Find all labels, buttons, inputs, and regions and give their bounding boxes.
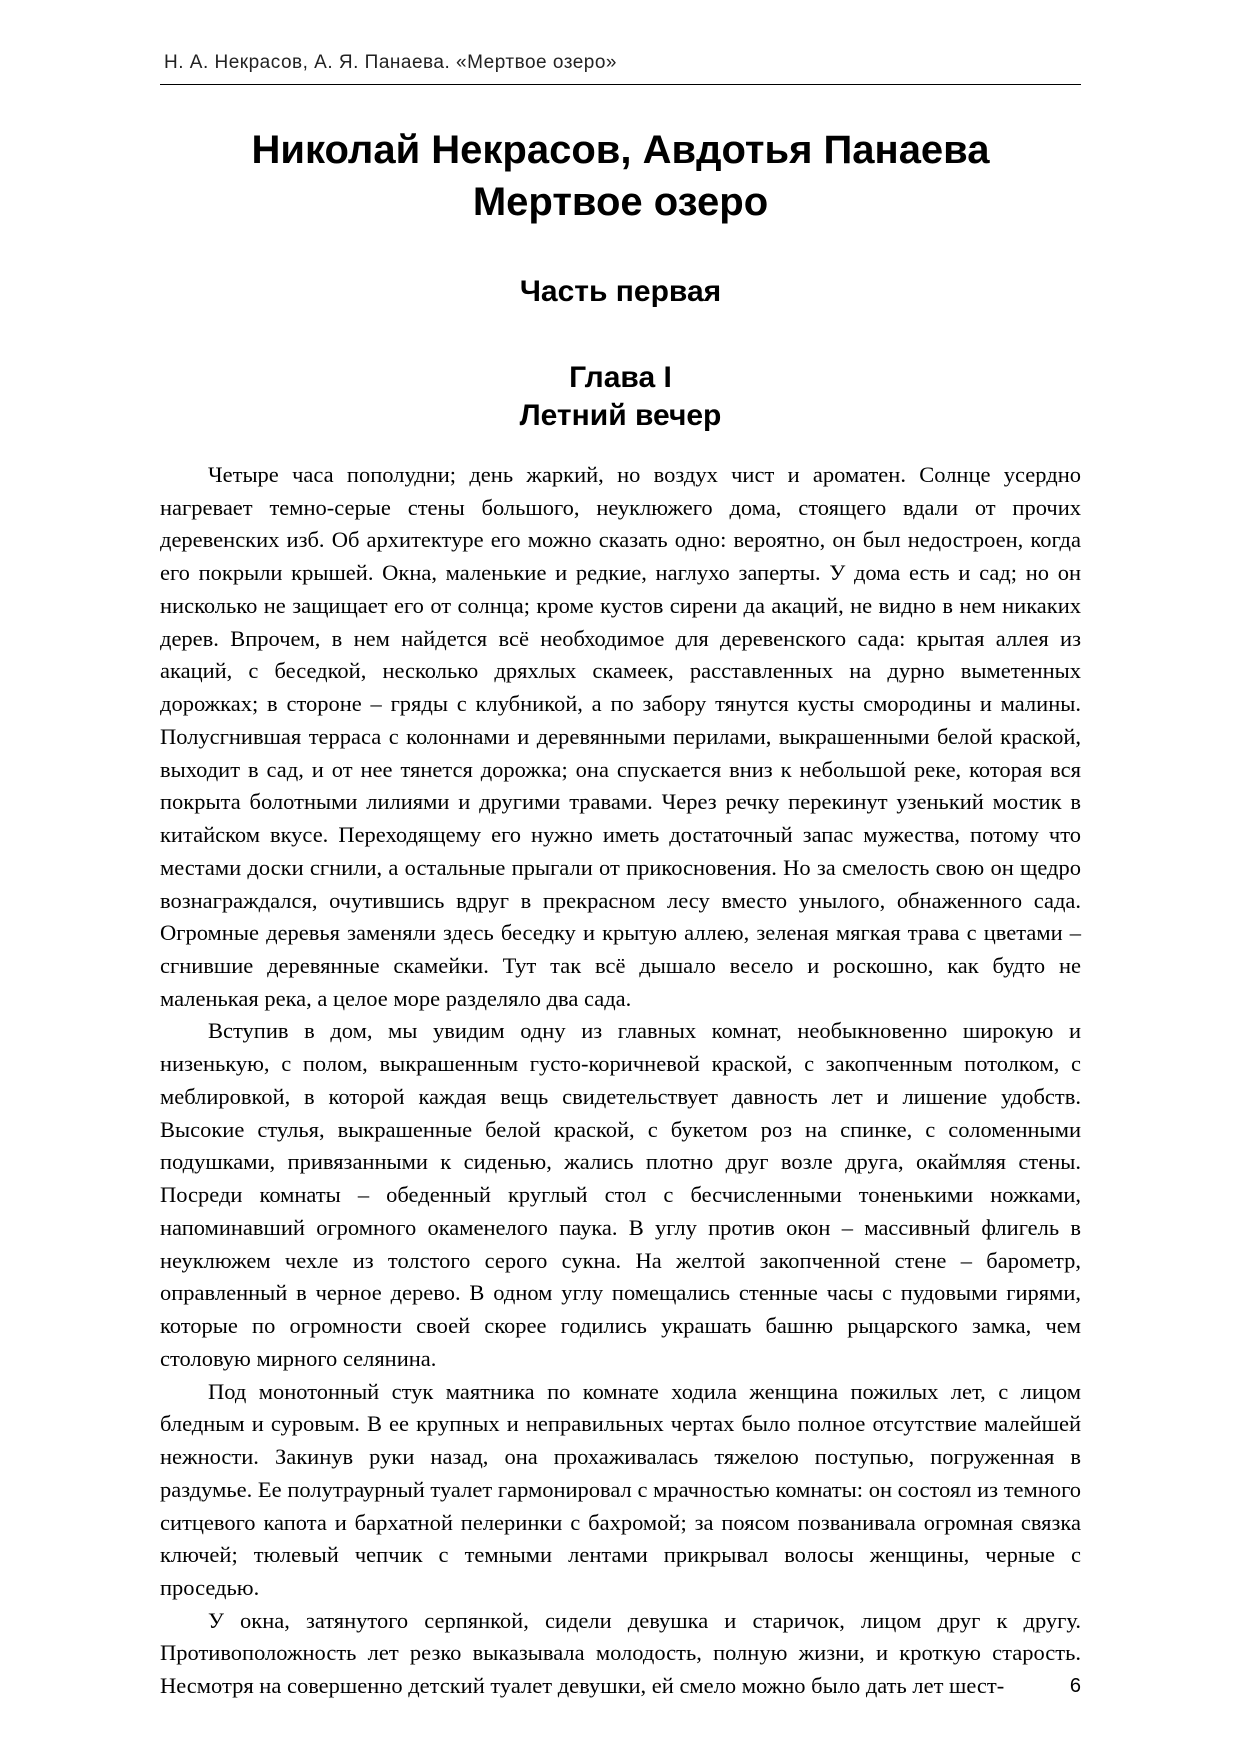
paragraph: У окна, затянутого серпянкой, сидели девушка и старичок, лицом друг к другу. Противоположность лет резко выказывала молодость, полную жизни, и кроткую старость. Несмотря на совершенно детский туалет девушки, ей смело можно было дать лет шест- (160, 1607, 1081, 1699)
paragraph: Четыре часа пополудни; день жаркий, но воздух чист и ароматен. Солнце усердно нагревает темно-серые стены большого, неуклюжего дома, стоящего вдали от прочих деревенских изб. Об архитектуре его можно сказать одно: вероятно, он был недостроен, когда его покрыли крышей. Окна, маленькие и редкие, наглухо заперты. У дома есть и сад; но он нисколько не защищает его от солнца; кроме кустов сирени да акаций, не видно в нем никаких дерев. Впрочем, в нем найдется всё необходимое для деревенского сада: крытая аллея из акаций, с беседкой, несколько дряхлых скамеек, расставленных на дурно выметенных дорожках; в стороне – гряды с клубникой, а по забору тянутся кусты смородины и малины. Полусгнившая терраса с колоннами и деревянными перилами, выкрашенными белой краской, выходит в сад, и от нее тянется дорожка; она спускается вниз к небольшой реке, которая вся покрыта болотными лилиями и другими травами. Через речку перекинут узенький мостик в китайском вкусе. Переходящему его нужно иметь достаточный запас мужества, потому что местами доски сгнили, а остальные прыгали от прикосновения. Но за смелость свою он щедро вознаграждался, очутившись вдруг в прекрасном лесу вместо унылого, обнаженного сада. Огромные деревья заменяли здесь беседку и крытую аллею, зеленая мягкая трава с цветами – сгнившие деревянные скамейки. Тут так всё дышало весело и роскошно, как будто не маленькая река, а целое море разделяло два сада. (160, 462, 1081, 1011)
body-text (160, 459, 1081, 1703)
paragraph: Вступив в дом, мы увидим одну из главных комнат, необыкновенно широкую и низенькую, с полом, выкрашенным густо-коричневой краской, с закопченным потолком, с меблировкой, в которой каждая вещь свидетельствует давность лет и лишение удобств. Высокие стулья, выкрашенные белой краской, с букетом роз на спинке, с соломенными подушками, привязанными к сиденью, жались плотно друг возле друга, окаймляя стены. Посреди комнаты – обеденный круглый стол с бесчисленными тоненькими ножками, напоминавший огромного окаменелого паука. В углу против окон – массивный флигель в неуклюжем чехле из толстого серого сукна. На желтой закопченной стене – барометр, оправленный в черное дерево. В одном углу помещались стенные часы с пудовыми гирями, которые по огромности своей скорее годились украшать башню рыцарского замка, чем столовую мирного селянина. (160, 1018, 1081, 1371)
part-title: Часть первая (519, 275, 722, 308)
paragraph: Под монотонный стук маятника по комнате ходила женщина пожилых лет, с лицом бледным и суровым. В ее крупных и неправильных чертах было полное отсутствие малейшей нежности. Закинув руки назад, она прохаживалась тяжелою поступью, погруженная в раздумье. Ее полутраурный туалет гармонировал с мрачностью комнаты: он состоял из темного ситцевого капота и бархатной пелеринки с бахромой; за поясом позванивала огромная связка ключей; тюлевый чепчик с темными лентами прикрывал волосы женщины, черные с проседью. (160, 1378, 1081, 1600)
page-title: Мертвое озеро (472, 180, 769, 224)
title-block (160, 125, 1081, 433)
chapter-number: Глава I (569, 361, 672, 394)
book-authors: Николай Некрасов, Авдотья Панаева (251, 128, 990, 172)
chapter-title: Летний вечер (519, 399, 722, 432)
header-divider (160, 84, 1081, 85)
running-head: Н. А. Некрасов, А. Я. Панаева. «Мертвое озеро» (164, 52, 617, 73)
page-number: 6 (1069, 1675, 1081, 1697)
